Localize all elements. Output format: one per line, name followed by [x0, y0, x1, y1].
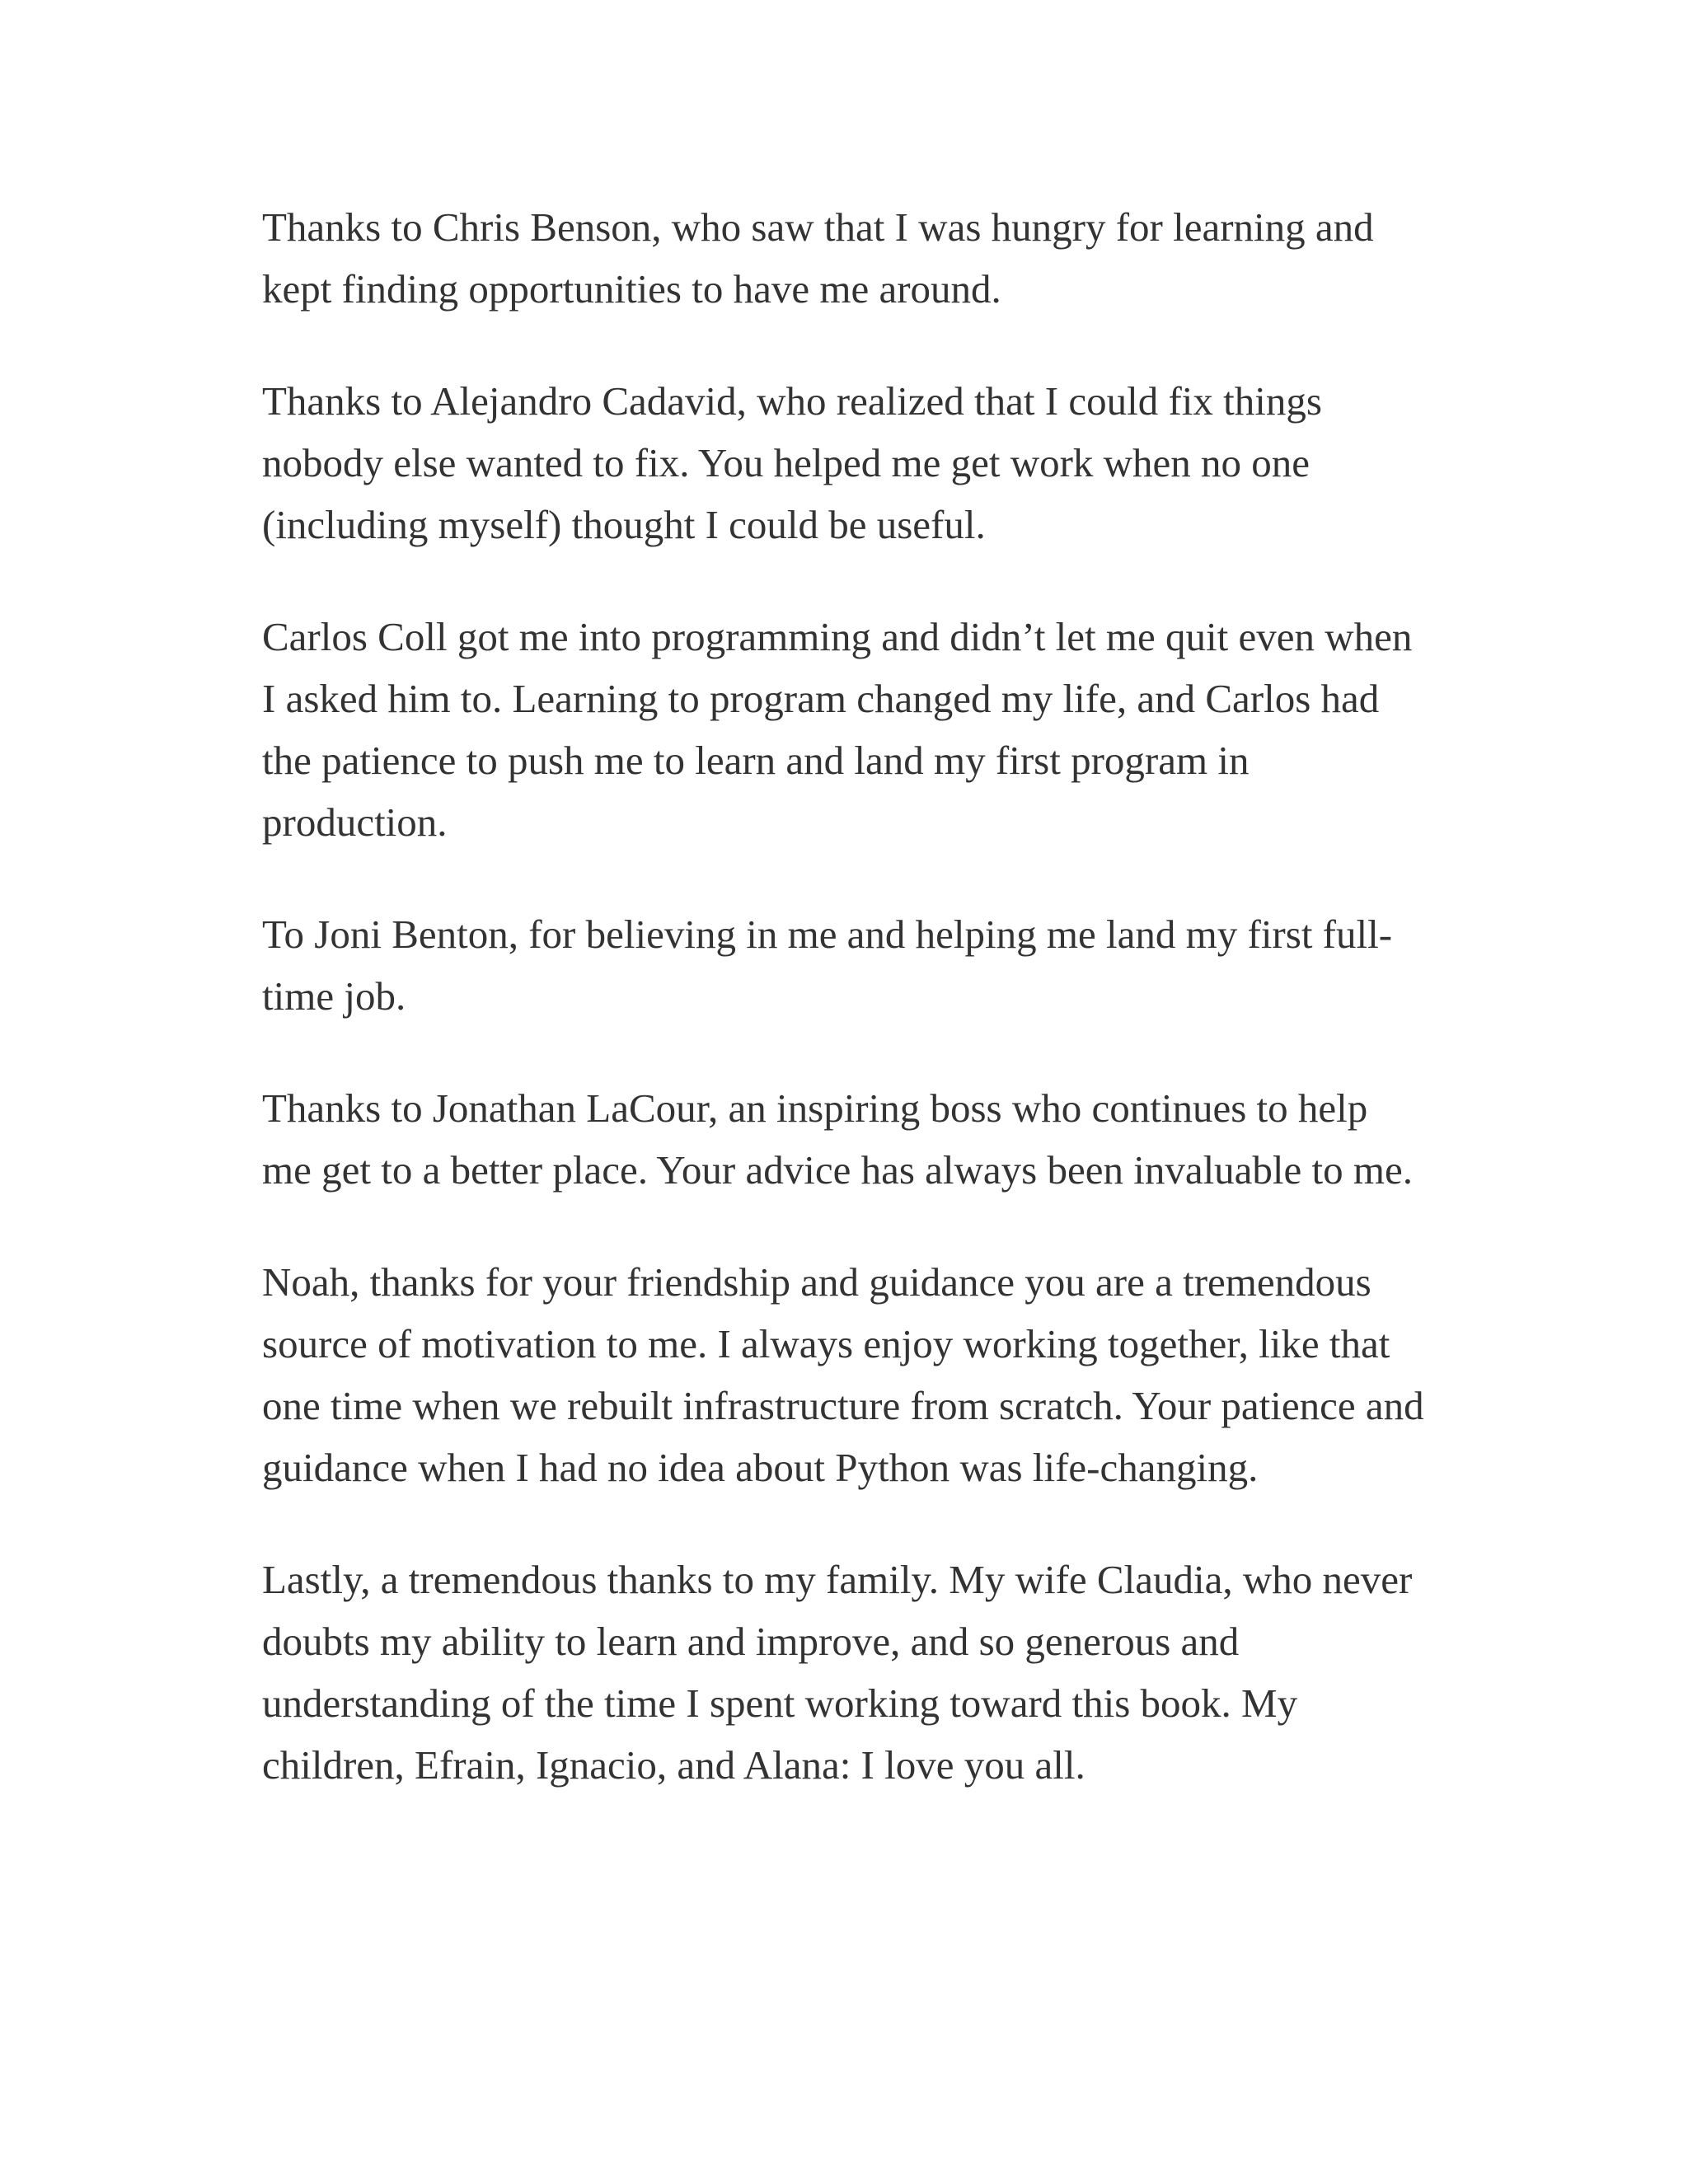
paragraph-chris-benson: Thanks to Chris Benson, who saw that I was hungry for learning and kept finding opportunities to have me around.	[262, 204, 1374, 312]
paragraph-family: Lastly, a tremendous thanks to my family. My wife Claudia, who never doubts my ability to learn and improve, and so generous and understanding of the time I spent working toward this book. My children, Efrain, Ignacio, and Alana: I love you all.	[262, 1557, 1413, 1788]
paragraph-joni-benton: To Joni Benton, for believing in me and helping me land my first full-time job.	[262, 912, 1393, 1019]
paragraph-jonathan-lacour: Thanks to Jonathan LaCour, an inspiring boss who continues to help me get to a better place. Your advice has always been invaluable to me.	[262, 1085, 1414, 1193]
paragraph-alejandro-cadavid: Thanks to Alejandro Cadavid, who realized that I could fix things nobody else wanted to fix. You helped me get work when no one (including myself) thought I could be useful.	[262, 378, 1322, 547]
acknowledgments-page	[262, 196, 1424, 1846]
paragraph-noah: Noah, thanks for your friendship and guidance you are a tremendous source of motivation to me. I always enjoy working together, like that one time when we rebuilt infrastructure from scratch. Your patience and guidance when I had no idea about Python was life-changing.	[262, 1259, 1424, 1490]
paragraph-carlos-coll: Carlos Coll got me into programming and didn’t let me quit even when I asked him to. Learning to program changed my life, and Carlos had the patience to push me to learn and land my first program in production.	[262, 614, 1413, 845]
